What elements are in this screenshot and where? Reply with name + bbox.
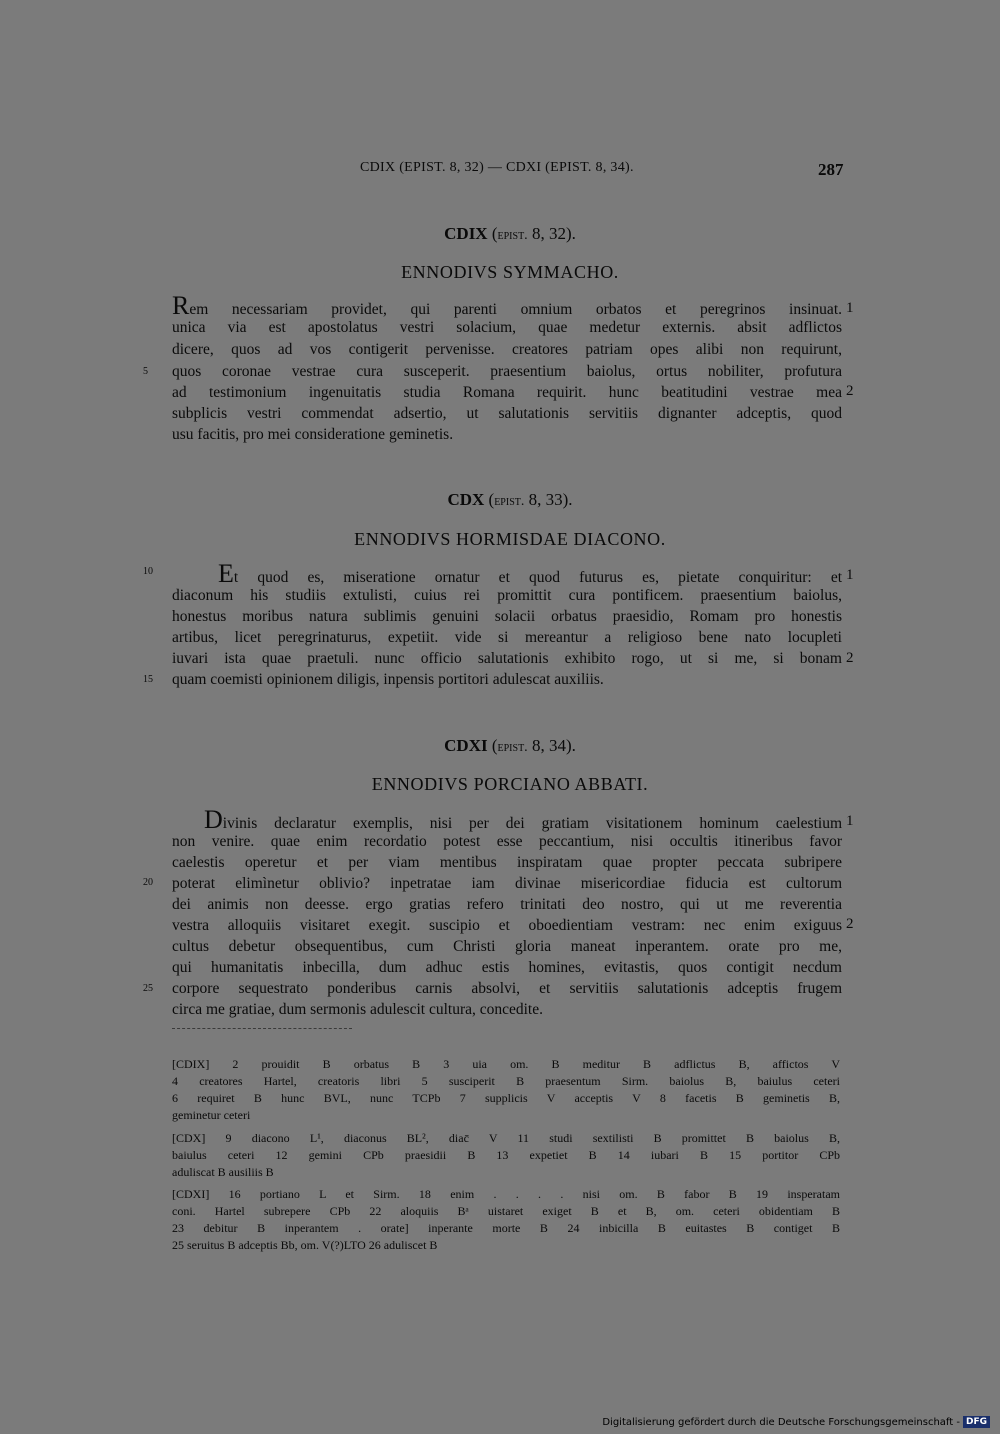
apparatus-line: 4 creatores Hartel, creatoris libri 5 susciperit B praesentum Sirm. baiolus B, baiulus ceteri xyxy=(172,1074,840,1088)
initial-letter: E xyxy=(218,559,234,588)
initial-letter: D xyxy=(204,805,223,834)
body-line: Divinis declaratur exemplis, nisi per dei gratiam visitationem hominum caelestium xyxy=(204,805,842,834)
body-line: poterat elimìnetur oblivio? inpetratae iam divinae misericordiae fiducia est cultorum xyxy=(172,875,842,892)
epist-ref: 8, 32). xyxy=(531,224,576,243)
running-title: CDIX (EPIST. 8, 32) — CDXI (EPIST. 8, 34). xyxy=(360,160,634,175)
line-number: 25 xyxy=(143,983,153,994)
dfg-footer xyxy=(602,1416,990,1428)
body-line: qui humanitatis inbecilla, dum adhuc estis homines, evitastis, quos contigit necdum xyxy=(172,959,842,976)
epist-label: epist. xyxy=(497,740,528,755)
line-number: 15 xyxy=(143,674,153,685)
apparatus-line: baiulus ceteri 12 gemini CPb praesidii B 13 expetiet B 14 iubari B 15 portitor CPb xyxy=(172,1148,840,1162)
section-mark: 1 xyxy=(846,300,854,316)
body-line: non venire. quae enim recordatio potest esse peccantium, nisi occultis itineribus favor xyxy=(172,833,842,850)
letter-heading-cdxi: ENNODIVS PORCIANO ABBATI. xyxy=(371,774,649,794)
section-mark: 2 xyxy=(846,650,854,666)
letter-title-cdix xyxy=(0,224,1000,244)
divider xyxy=(172,1028,352,1029)
line-number: 5 xyxy=(143,366,148,377)
body-line: usu facitis, pro mei consideratione geminetis. xyxy=(172,426,454,443)
paren: ( xyxy=(488,490,495,509)
apparatus-line: coni. Hartel subrepere CPb 22 aloquiis Bᵃ uistaret exiget B et B, om. ceteri obidentiam B xyxy=(172,1204,840,1218)
letter-title-cdxi xyxy=(0,736,1000,756)
apparatus-line: 6 requiret B hunc BVL, nunc TCPb 7 supplicis V acceptis V 8 facetis B geminetis B, xyxy=(172,1091,840,1105)
section-mark: 1 xyxy=(846,567,854,583)
epist-ref: 8, 34). xyxy=(531,736,576,755)
line-number: 20 xyxy=(143,877,153,888)
letter-heading-cdix: ENNODIVS SYMMACHO. xyxy=(401,262,619,282)
letter-number: CDXI xyxy=(444,736,488,755)
line-number: 10 xyxy=(143,566,153,577)
body-line: iuvari ista quae praetuli. nunc officio salutationis exhibito rogo, ut si me, si bonam xyxy=(172,650,842,667)
dfg-logo: DFG xyxy=(963,1416,990,1428)
section-mark: 1 xyxy=(846,813,854,829)
body-line: honestus moribus natura sublimis genuini solacii orbatus praesidio, Romam pro honestis xyxy=(172,608,842,625)
initial-letter: R xyxy=(172,291,190,320)
body-line: dicere, quos ad vos contigerit pervenisse. creatores patriam opes alibi non requirunt, xyxy=(172,341,842,358)
paren: ( xyxy=(491,736,498,755)
body-line: dei animis non deesse. ergo gratias refero trinitati deo nostro, qui ut me reverentia xyxy=(172,896,842,913)
apparatus-line: 25 seruitus B adceptis Bb, om. V(?)LTO 26 aduliscet B xyxy=(172,1238,438,1252)
body-line: subplicis vestri commendat adsertio, ut salutationis servitiis dignanter adceptis, quod xyxy=(172,405,842,422)
body-line: corpore sequestrato ponderibus carnis absolvi, et servitiis salutationis adceptis frugem xyxy=(172,980,842,997)
apparatus-line: [CDX] 9 diacono L¹, diaconus BL², diac̄ V 11 studi sextilisti B promittet B baiolus B, xyxy=(172,1131,840,1145)
epist-label: epist. xyxy=(497,228,528,243)
epist-label: epist. xyxy=(494,494,525,509)
body-line: Rem necessariam providet, qui parenti omnium orbatos et peregrinos insinuat. xyxy=(172,291,842,320)
apparatus-line: geminetur ceteri xyxy=(172,1108,251,1122)
page-number: 287 xyxy=(818,160,844,179)
body-line: circa me gratiae, dum sermonis adulescit cultura, concedite. xyxy=(172,1001,543,1018)
body-line: caelestis operetur et per viam mentibus inspiratam quae propter peccata subripere xyxy=(172,854,842,871)
letter-title-cdx xyxy=(0,490,1000,510)
apparatus-line: aduliscat B ausiliis B xyxy=(172,1165,274,1179)
body-line: unica via est apostolatus vestri solacium, quae medetur externis. absit adflictos xyxy=(172,319,842,336)
body-line: ad testimonium ingenuitatis studia Romana requirit. hunc beatitudini vestrae mea xyxy=(172,384,842,401)
section-mark: 2 xyxy=(846,383,854,399)
letter-number: CDIX xyxy=(444,224,488,243)
section-mark: 2 xyxy=(846,916,854,932)
body-line: Et quod es, miseratione ornatur et quod futurus es, pietate conquiritur: et xyxy=(218,559,842,588)
body-line: quos coronae vestrae cura susceperit. praesentium baiolus, ortus nobiliter, profutura xyxy=(172,363,842,380)
body-line: cultus debetur obsequentibus, cum Christi gloria maneat inperantem. orate pro me, xyxy=(172,938,842,955)
body-line: vestra alloquiis visitaret exegit. suscipio et oboedientiam vestram: nec enim exiguus xyxy=(172,917,842,934)
apparatus-line: [CDIX] 2 prouidit B orbatus B 3 uia om. B meditur B adflictus B, affictos V xyxy=(172,1057,840,1071)
body-line: quam coemisti opinionem diligis, inpensis portitori adulescat auxiliis. xyxy=(172,671,604,688)
paren: ( xyxy=(491,224,498,243)
footer-text: Digitalisierung gefördert durch die Deutsche Forschungsgemeinschaft - xyxy=(602,1416,960,1428)
epist-ref: 8, 33). xyxy=(528,490,573,509)
letter-number: CDX xyxy=(447,490,485,509)
body-line: artibus, licet peregrinaturus, expetiit. vide si mereantur a religioso bene nato locupleti xyxy=(172,629,842,646)
apparatus-line: 23 debitur B inperantem . orate] inperante morte B 24 inbicilla B euitastes B contiget B xyxy=(172,1221,840,1235)
apparatus-line: [CDXI] 16 portiano L et Sirm. 18 enim . . . . nisi om. B fabor B 19 insperatam xyxy=(172,1187,840,1201)
letter-heading-cdx: ENNODIVS HORMISDAE DIACONO. xyxy=(354,529,666,549)
body-line: diaconum his studiis extulisti, cuius rei promittit cura pontificem. praesentium baiolus, xyxy=(172,587,842,604)
